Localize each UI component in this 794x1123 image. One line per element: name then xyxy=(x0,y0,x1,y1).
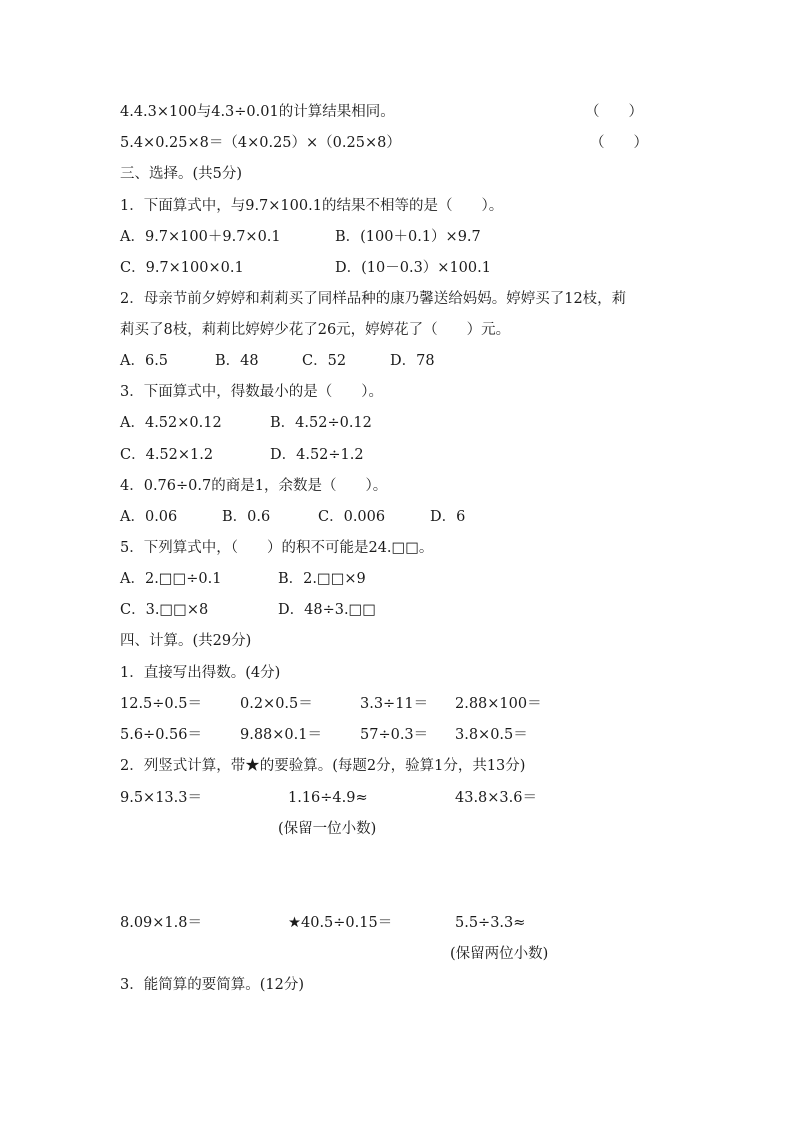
choice-q1-option-b: B．(100＋0.1）×9.7 xyxy=(335,229,481,245)
calc-part1-item: 57÷0.3＝ xyxy=(360,727,429,743)
judge-item-4: 4.4.3×100与4.3÷0.01的计算结果相同。 xyxy=(120,104,395,120)
choice-q5-stem: 5．下列算式中，（ ）的积不可能是24.□□。 xyxy=(120,540,434,556)
section-calc-heading: 四、计算。(共29分) xyxy=(120,633,252,649)
calc-part2-note-two-decimals: (保留两位小数) xyxy=(450,946,549,962)
calc-part1-item: 5.6÷0.56＝ xyxy=(120,727,202,743)
calc-part2-title: 2．列竖式计算，带★的要验算。(每题2分，验算1分，共13分) xyxy=(120,758,526,774)
calc-part2-item-starred: ★40.5÷0.15＝ xyxy=(288,915,393,931)
calc-part1-item: 3.8×0.5＝ xyxy=(455,727,528,743)
choice-q2-stem-line2: 莉买了8枝，莉莉比婷婷少花了26元，婷婷花了（ ）元。 xyxy=(120,322,511,338)
choice-q4-option-b: B．0.6 xyxy=(222,509,271,525)
choice-q5-option-b: B．2.□□×9 xyxy=(278,571,366,587)
choice-q3-option-c: C．4.52×1.2 xyxy=(120,447,214,463)
choice-q4-option-a: A．0.06 xyxy=(120,509,178,525)
calc-part1-item: 12.5÷0.5＝ xyxy=(120,696,202,712)
choice-q1-option-c: C．9.7×100×0.1 xyxy=(120,260,244,276)
choice-q5-option-c: C．3.□□×8 xyxy=(120,602,209,618)
judge-item-4-answer-bracket: （ ） xyxy=(585,104,643,120)
choice-q3-option-d: D．4.52÷1.2 xyxy=(270,447,364,463)
choice-q2-stem-line1: 2．母亲节前夕婷婷和莉莉买了同样品种的康乃馨送给妈妈。婷婷买了12枝，莉 xyxy=(120,291,627,307)
choice-q1-option-d: D．(10－0.3）×100.1 xyxy=(335,260,491,276)
calc-part1-title: 1．直接写出得数。(4分) xyxy=(120,665,281,681)
calc-part2-item: 5.5÷3.3≈ xyxy=(455,915,526,931)
choice-q3-option-a: A．4.52×0.12 xyxy=(120,415,222,431)
choice-q2-option-d: D．78 xyxy=(390,353,435,369)
section-choice-heading: 三、选择。(共5分) xyxy=(120,166,243,182)
choice-q5-option-a: A．2.□□÷0.1 xyxy=(120,571,222,587)
choice-q3-stem: 3．下面算式中，得数最小的是（ ）。 xyxy=(120,384,383,400)
choice-q2-option-a: A．6.5 xyxy=(120,353,169,369)
calc-part1-item: 9.88×0.1＝ xyxy=(240,727,322,743)
judge-item-5-answer-bracket: （ ） xyxy=(590,135,648,151)
calc-part2-note-one-decimal: (保留一位小数) xyxy=(278,821,377,837)
calc-part2-item: 43.8×3.6＝ xyxy=(455,790,537,806)
choice-q4-stem: 4．0.76÷0.7的商是1，余数是（ ）。 xyxy=(120,478,388,494)
calc-part3-title: 3．能简算的要简算。(12分) xyxy=(120,977,304,993)
choice-q1-stem: 1．下面算式中，与9.7×100.1的结果不相等的是（ ）。 xyxy=(120,198,504,214)
calc-part1-item: 2.88×100＝ xyxy=(455,696,542,712)
calc-part2-item: 8.09×1.8＝ xyxy=(120,915,202,931)
calc-part1-item: 3.3÷11＝ xyxy=(360,696,429,712)
choice-q4-option-d: D．6 xyxy=(430,509,466,525)
judge-item-5: 5.4×0.25×8＝（4×0.25）×（0.25×8） xyxy=(120,135,401,151)
choice-q2-option-c: C．52 xyxy=(302,353,347,369)
choice-q1-option-a: A．9.7×100＋9.7×0.1 xyxy=(120,229,281,245)
choice-q4-option-c: C．0.006 xyxy=(318,509,386,525)
choice-q2-option-b: B．48 xyxy=(215,353,259,369)
calc-part1-item: 0.2×0.5＝ xyxy=(240,696,313,712)
choice-q3-option-b: B．4.52÷0.12 xyxy=(270,415,372,431)
calc-part2-item: 9.5×13.3＝ xyxy=(120,790,202,806)
choice-q5-option-d: D．48÷3.□□ xyxy=(278,602,376,618)
calc-part2-item: 1.16÷4.9≈ xyxy=(288,790,368,806)
